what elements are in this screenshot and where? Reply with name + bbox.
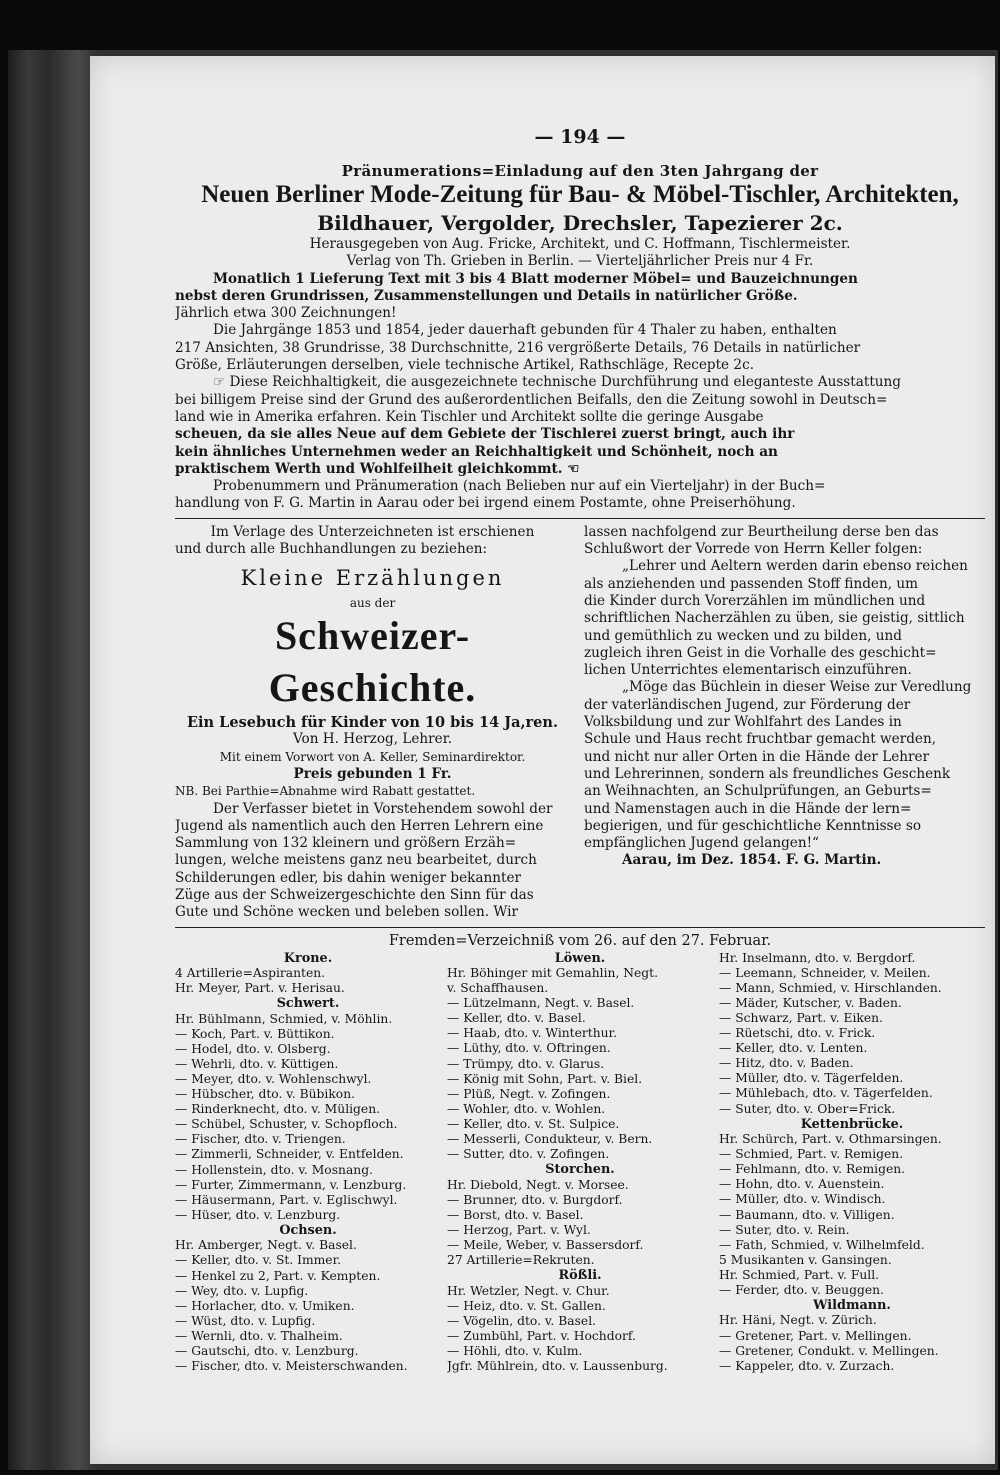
register-entry: — Schübel, Schuster, v. Schopfloch. bbox=[175, 1117, 398, 1132]
register-entry: — Herzog, Part. v. Wyl. bbox=[447, 1222, 591, 1237]
ad2-body-line: Sammlung von 132 kleinern und größern Erzäh= bbox=[175, 835, 517, 852]
register-entry: — Hübscher, dto. v. Bübikon. bbox=[175, 1087, 356, 1102]
register-entry: — Suter, dto. v. Ober=Frick. bbox=[719, 1101, 896, 1116]
register-entry: — Wey, dto. v. Lupfig. bbox=[175, 1283, 309, 1298]
divider bbox=[175, 927, 985, 928]
ad2-body-line: Der Verfasser bietet in Vorstehendem sowohl der bbox=[213, 800, 553, 817]
register-entry: — Höhli, dto. v. Kulm. bbox=[447, 1343, 583, 1358]
register-entry: — Müller, dto. v. Windisch. bbox=[719, 1192, 886, 1207]
register-entry: Hr. Diebold, Negt. v. Morsee. bbox=[447, 1177, 629, 1192]
register-column-1 bbox=[175, 951, 441, 1375]
ad1-line: Herausgegeben von Aug. Fricke, Architekt, und C. Hoffmann, Tischlermeister. bbox=[309, 236, 851, 252]
register-entry: — Vögelin, dto. v. Basel. bbox=[447, 1313, 597, 1328]
register-entry: — Plüß, Negt. v. Zofingen. bbox=[447, 1086, 611, 1101]
register-entry: Jgfr. Mühlrein, dto. v. Laussenburg. bbox=[447, 1359, 668, 1374]
ad2-body-line: lungen, welche meistens ganz neu bearbeitet, durch bbox=[175, 852, 537, 869]
register-entry: — Baumann, dto. v. Villigen. bbox=[719, 1207, 895, 1222]
register-entry: — Messerli, Condukteur, v. Bern. bbox=[447, 1132, 653, 1147]
fremden-verzeichnis bbox=[175, 933, 985, 1375]
advertisement-mode-zeitung bbox=[175, 162, 985, 513]
ad1-subtitle: Bildhauer, Vergolder, Drechsler, Tapezierer 2c. bbox=[317, 211, 843, 235]
page-number: — 194 — bbox=[534, 126, 626, 148]
register-entry: Hr. Inselmann, dto. v. Bergdorf. bbox=[719, 950, 916, 965]
ad1-line: bei billigem Preise sind der Grund des außerordentlichen Beifalls, den die Zeitung sowohl in Deutsch= bbox=[175, 391, 888, 408]
book-page bbox=[90, 56, 995, 1464]
register-entry: — Meyer, dto. v. Wohlenschwyl. bbox=[175, 1071, 372, 1086]
page-content bbox=[175, 126, 985, 1374]
register-entry: — Ferder, dto. v. Beuggen. bbox=[719, 1282, 884, 1297]
ad2-body-line: Gute und Schöne wecken und beleben sollen. Wir bbox=[175, 904, 518, 921]
register-entry: — Zimmerli, Schneider, v. Entfelden. bbox=[175, 1147, 404, 1162]
ad2-right-line: an Weihnachten, an Schulprüfungen, an Geburts= bbox=[584, 783, 932, 800]
register-column-3 bbox=[719, 951, 985, 1375]
book-nb: NB. Bei Parthie=Abnahme wird Rabatt gestattet. bbox=[175, 784, 476, 799]
ad1-line: 217 Ansichten, 38 Grundrisse, 38 Durchschnitte, 216 vergrößerte Details, 76 Details in natürlicher bbox=[175, 339, 861, 356]
register-entry: — Meile, Weber, v. Bassersdorf. bbox=[447, 1238, 644, 1253]
register-entry: — Heiz, dto. v. St. Gallen. bbox=[447, 1298, 606, 1313]
register-entry: — Rinderknecht, dto. v. Müligen. bbox=[175, 1102, 381, 1117]
register-entry: — Hitz, dto. v. Baden. bbox=[719, 1056, 854, 1071]
register-entry: — König mit Sohn, Part. v. Biel. bbox=[447, 1071, 643, 1086]
ad2-signature: Aarau, im Dez. 1854. F. G. Martin. bbox=[622, 852, 882, 869]
register-entry: Hr. Schürch, Part. v. Othmarsingen. bbox=[719, 1132, 942, 1147]
ad2-body-line: Züge aus der Schweizergeschichte den Sinn für das bbox=[175, 887, 534, 904]
divider bbox=[175, 518, 985, 519]
register-entry: — Schwarz, Part. v. Eiken. bbox=[719, 1010, 883, 1025]
ad1-line: handlung von F. G. Martin in Aarau oder bei irgend einem Postamte, ohne Preiserhöhung. bbox=[175, 495, 796, 512]
book-author: Von H. Herzog, Lehrer. bbox=[292, 731, 453, 748]
ad1-line: Jährlich etwa 300 Zeichnungen! bbox=[175, 305, 397, 322]
ad2-body-line: Schilderungen edler, bis dahin weniger bekannter bbox=[175, 869, 522, 886]
register-entry: Hr. Häni, Negt. v. Zürich. bbox=[719, 1313, 877, 1328]
book-price: Preis gebunden 1 Fr. bbox=[293, 765, 452, 782]
ad1-line: Größe, Erläuterungen derselben, viele technische Artikel, Rathschläge, Recepte 2c. bbox=[175, 357, 755, 374]
register-entry: — Keller, dto. v. Basel. bbox=[447, 1011, 586, 1026]
advertisement-schweizer-geschichte bbox=[175, 524, 985, 922]
ad2-intro: und durch alle Buchhandlungen zu beziehen: bbox=[175, 541, 488, 558]
register-section-heading: Schwert. bbox=[276, 996, 340, 1012]
register-entry: 4 Artillerie=Aspiranten. bbox=[175, 966, 326, 981]
ad1-line: kein ähnliches Unternehmen weder an Reichhaltigkeit und Schönheit, noch an bbox=[175, 443, 778, 460]
register-entry: — Wohler, dto. v. Wohlen. bbox=[447, 1101, 606, 1116]
ad1-line: ☞ Diese Reichhaltigkeit, die ausgezeichnete technische Durchführung und eleganteste Ausstattung bbox=[213, 374, 901, 391]
register-section-heading: Ochsen. bbox=[279, 1222, 337, 1238]
register-entry: — Gretener, Condukt. v. Mellingen. bbox=[719, 1343, 939, 1358]
ad2-right-line: lichen Unterrichtes elementarisch einzuführen. bbox=[584, 662, 912, 679]
ad2-right-column bbox=[584, 524, 984, 922]
register-entry: v. Schaffhausen. bbox=[447, 981, 549, 996]
ad1-heading: Pränumerations=Einladung auf den 3ten Jahrgang der bbox=[341, 162, 819, 180]
ad2-right-line: schriftlichen Nacherzählen zu üben, sie geistig, sittlich bbox=[584, 610, 965, 627]
register-columns bbox=[175, 951, 985, 1375]
register-entry: — Haab, dto. v. Winterthur. bbox=[447, 1026, 617, 1041]
ad2-right-line: Volksbildung und zur Wohlfahrt des Landes in bbox=[584, 714, 902, 731]
register-entry: — Schmied, Part. v. Remigen. bbox=[719, 1147, 904, 1162]
register-column-2 bbox=[447, 951, 713, 1375]
ad1-line: scheuen, da sie alles Neue auf dem Gebiete der Tischlerei zuerst bringt, auch ihr bbox=[175, 426, 795, 443]
register-entry: — Lützelmann, Negt. v. Basel. bbox=[447, 996, 635, 1011]
register-entry: — Gretener, Part. v. Mellingen. bbox=[719, 1328, 912, 1343]
register-title: Fremden=Verzeichniß vom 26. auf den 27. Februar. bbox=[388, 932, 772, 949]
register-section-heading: Rößli. bbox=[558, 1268, 602, 1284]
register-entry: — Mann, Schmied, v. Hirschlanden. bbox=[719, 980, 942, 995]
register-entry: — Zumbühl, Part. v. Hochdorf. bbox=[447, 1328, 636, 1343]
ad1-line: land wie in Amerika erfahren. Kein Tischler und Architekt sollte die geringe Ausgabe bbox=[175, 408, 764, 425]
book-title-aus: aus der bbox=[349, 596, 396, 611]
ad2-right-line: der vaterländischen Jugend, zur Förderung der bbox=[584, 696, 911, 713]
ad1-line: Probenummern und Pränumeration (nach Belieben nur auf ein Vierteljahr) in der Buch= bbox=[213, 478, 826, 495]
ad1-line: Die Jahrgänge 1853 und 1854, jeder dauerhaft gebunden für 4 Thaler zu haben, enthalten bbox=[213, 322, 837, 339]
register-entry: — Koch, Part. v. Büttikon. bbox=[175, 1026, 335, 1041]
register-section-heading: Storchen. bbox=[545, 1162, 615, 1178]
book-title-line1: Kleine Erzählungen bbox=[240, 566, 505, 591]
ad2-right-line: „Möge das Büchlein in dieser Weise zur Veredlung bbox=[622, 679, 972, 696]
register-entry: — Keller, dto. v. St. Sulpice. bbox=[447, 1116, 620, 1131]
register-entry: 27 Artillerie=Rekruten. bbox=[447, 1253, 595, 1268]
register-entry: — Müller, dto. v. Tägerfelden. bbox=[719, 1071, 904, 1086]
ad2-right-line: zugleich ihren Geist in die Vorhalle des geschicht= bbox=[584, 644, 937, 661]
register-entry: — Mühlebach, dto. v. Tägerfelden. bbox=[719, 1086, 933, 1101]
register-section-heading: Krone. bbox=[283, 950, 333, 966]
ad2-intro: Im Verlage des Unterzeichneten ist erschienen bbox=[210, 523, 535, 540]
register-entry: — Lüthy, dto. v. Oftringen. bbox=[447, 1041, 611, 1056]
register-entry: — Häusermann, Part. v. Eglischwyl. bbox=[175, 1192, 398, 1207]
register-entry: — Borst, dto. v. Basel. bbox=[447, 1207, 584, 1222]
register-entry: — Keller, dto. v. Lenten. bbox=[719, 1041, 868, 1056]
ad2-right-line: die Kinder durch Vorerzählen im mündlichen und bbox=[584, 592, 926, 609]
book-foreword: Mit einem Vorwort von A. Keller, Seminardirektor. bbox=[219, 749, 526, 764]
register-entry: — Hollenstein, dto. v. Mosnang. bbox=[175, 1162, 373, 1177]
register-entry: — Wüst, dto. v. Lupfig. bbox=[175, 1313, 316, 1328]
register-entry: Hr. Meyer, Part. v. Herisau. bbox=[175, 981, 345, 996]
ad1-title: Neuen Berliner Mode-Zeitung für Bau- & Möbel-Tischler, Architekten, bbox=[201, 181, 959, 208]
register-section-heading: Kettenbrücke. bbox=[800, 1116, 904, 1132]
register-entry: — Leemann, Schneider, v. Meilen. bbox=[719, 965, 931, 980]
register-entry: — Furter, Zimmermann, v. Lenzburg. bbox=[175, 1177, 407, 1192]
ad2-right-line: und gemüthlich zu wecken und zu bilden, und bbox=[584, 627, 902, 644]
register-entry: — Horlacher, dto. v. Umiken. bbox=[175, 1298, 355, 1313]
register-entry: — Brunner, dto. v. Burgdorf. bbox=[447, 1192, 623, 1207]
ad1-line: Verlag von Th. Grieben in Berlin. — Vierteljährlicher Preis nur 4 Fr. bbox=[346, 253, 814, 270]
register-entry: — Wehrli, dto. v. Küttigen. bbox=[175, 1056, 339, 1071]
ad2-right-line: als anziehenden und passenden Stoff finden, um bbox=[584, 575, 919, 592]
ad2-body-line: Jugend als namentlich auch den Herren Lehrern eine bbox=[175, 817, 544, 834]
register-entry: Hr. Bühlmann, Schmied, v. Möhlin. bbox=[175, 1011, 393, 1026]
register-section-heading: Löwen. bbox=[554, 950, 606, 966]
register-entry: 5 Musikanten v. Gansingen. bbox=[719, 1252, 892, 1267]
ad2-right-line: und nicht nur aller Orten in die Hände der Lehrer bbox=[584, 748, 930, 765]
register-entry: — Fischer, dto. v. Meisterschwanden. bbox=[175, 1359, 408, 1374]
register-entry: — Wernli, dto. v. Thalheim. bbox=[175, 1328, 343, 1343]
ad2-right-line: begierigen, und für geschichtliche Kenntnisse so bbox=[584, 817, 922, 834]
ad2-right-line: empfänglichen Jugend gelangen!“ bbox=[584, 835, 820, 852]
register-entry: — Henkel zu 2, Part. v. Kempten. bbox=[175, 1268, 381, 1283]
ad1-line: praktischem Werth und Wohlfeilheit gleichkommt. ☜ bbox=[175, 460, 580, 477]
register-entry: — Gautschi, dto. v. Lenzburg. bbox=[175, 1343, 359, 1358]
ad1-line: Monatlich 1 Lieferung Text mit 3 bis 4 Blatt moderner Möbel= und Bauzeichnungen bbox=[213, 270, 858, 287]
ad2-right-line: Schlußwort der Vorrede von Herrn Keller folgen: bbox=[584, 541, 923, 558]
register-entry: — Suter, dto. v. Rein. bbox=[719, 1222, 850, 1237]
register-entry: — Kappeler, dto. v. Zurzach. bbox=[719, 1358, 895, 1373]
register-entry: — Fischer, dto. v. Triengen. bbox=[175, 1132, 346, 1147]
register-entry: Hr. Böhinger mit Gemahlin, Negt. bbox=[447, 966, 659, 981]
ad2-right-line: und Namenstagen auch in die Hände der lern= bbox=[584, 800, 912, 817]
register-entry: — Fehlmann, dto. v. Remigen. bbox=[719, 1162, 906, 1177]
register-section-heading: Wildmann. bbox=[813, 1298, 891, 1314]
ad2-right-line: „Lehrer und Aeltern werden darin ebenso reichen bbox=[622, 558, 968, 575]
register-entry: — Hohn, dto. v. Auenstein. bbox=[719, 1177, 885, 1192]
book-title-main: Schweizer-Geschichte. bbox=[268, 613, 477, 711]
ad2-right-line: Schule und Haus recht fruchtbar gemacht werden, bbox=[584, 731, 937, 748]
register-entry: — Mäder, Kutscher, v. Baden. bbox=[719, 995, 902, 1010]
register-entry: Hr. Amberger, Negt. v. Basel. bbox=[175, 1238, 357, 1253]
register-entry: — Sutter, dto. v. Zofingen. bbox=[447, 1147, 610, 1162]
register-entry: Hr. Wetzler, Negt. v. Chur. bbox=[447, 1283, 610, 1298]
register-entry: — Hodel, dto. v. Olsberg. bbox=[175, 1041, 331, 1056]
register-entry: — Keller, dto. v. St. Immer. bbox=[175, 1253, 342, 1268]
ad2-right-line: lassen nachfolgend zur Beurtheilung derse ben das bbox=[584, 523, 939, 540]
register-entry: Hr. Schmied, Part. v. Full. bbox=[719, 1267, 880, 1282]
ad1-line: nebst deren Grundrissen, Zusammenstellungen und Details in natürlicher Größe. bbox=[175, 287, 798, 304]
ad2-left-column bbox=[175, 524, 570, 922]
book-subtitle: Ein Lesebuch für Kinder von 10 bis 14 Ja,ren. bbox=[187, 714, 558, 732]
register-entry: — Rüetschi, dto. v. Frick. bbox=[719, 1026, 876, 1041]
ad2-right-line: und Lehrerinnen, sondern als freundliches Geschenk bbox=[584, 765, 951, 782]
register-entry: — Hüser, dto. v. Lenzburg. bbox=[175, 1207, 341, 1222]
register-entry: — Trümpy, dto. v. Glarus. bbox=[447, 1056, 605, 1071]
register-entry: — Fath, Schmied, v. Wilhelmfeld. bbox=[719, 1237, 925, 1252]
